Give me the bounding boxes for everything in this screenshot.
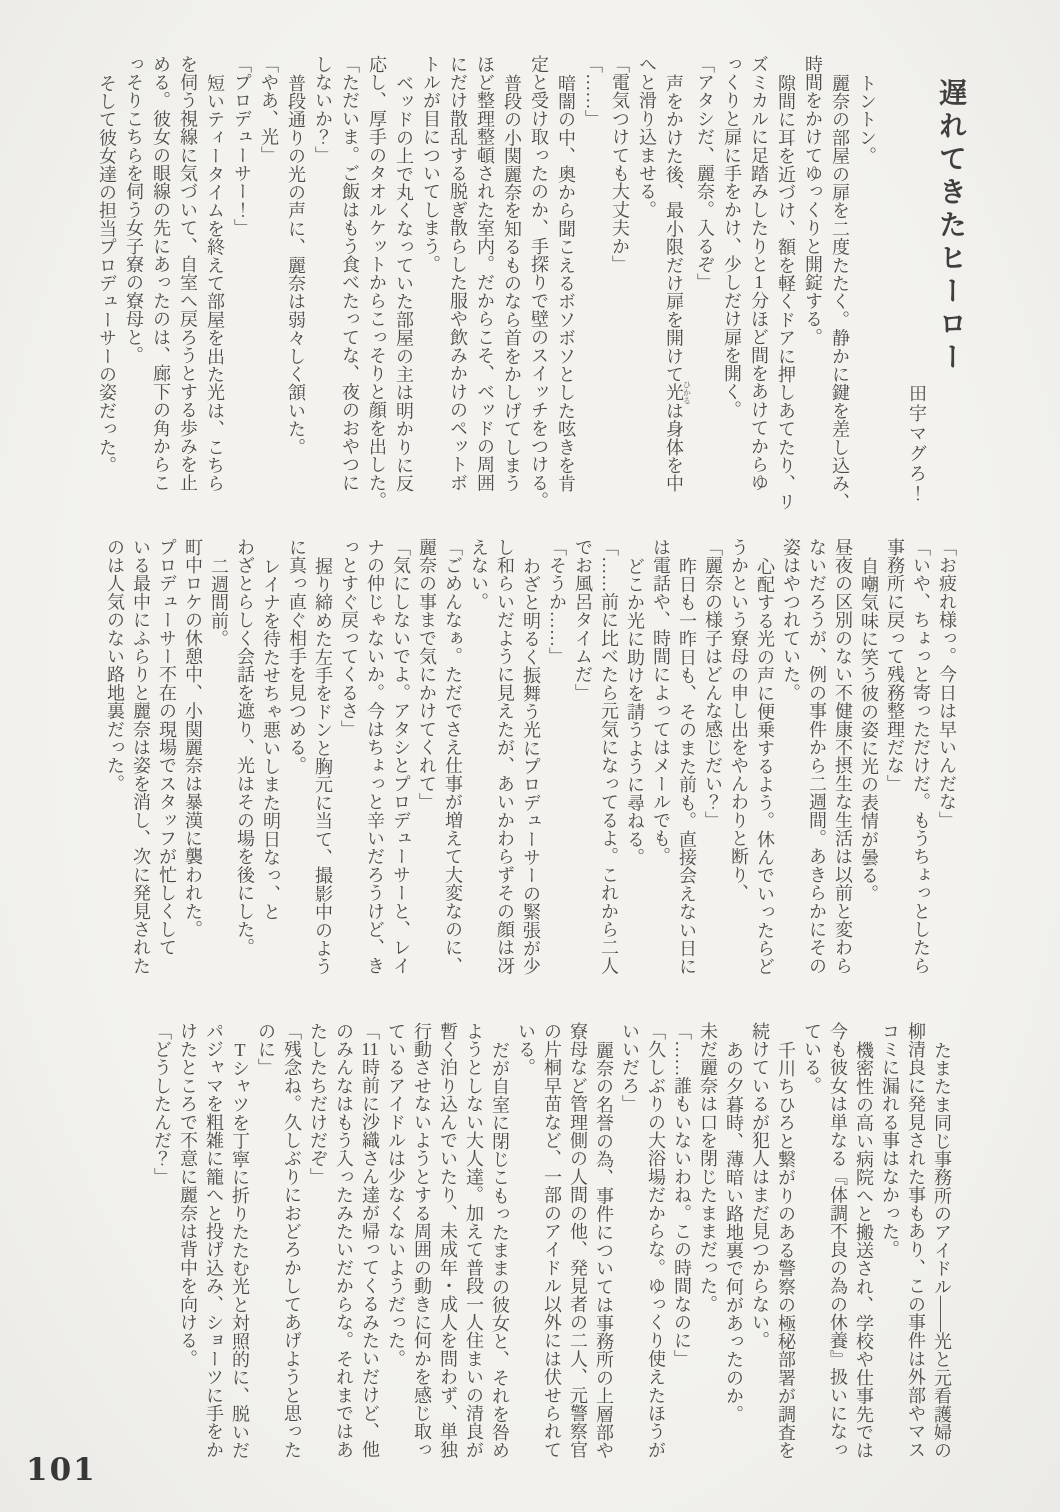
text-line: プロデューサー不在の現場でスタッフが忙しくして	[157, 538, 177, 957]
text-line: の片桐早苗など、一部のアイドル以外には伏せられて	[542, 1022, 562, 1459]
text-line: レイナを待たせちゃ悪いしまた明日なっ、と	[261, 557, 281, 921]
text-line: 昨日も一昨日も、そのまた前も。直接会えない日に	[677, 557, 697, 976]
text-line: 短いティータイムを終えて部屋を出た光は、こちら	[205, 74, 225, 493]
page-number: 101	[26, 1452, 97, 1488]
text-line: し和らいだように見えたが、あいかわらずその顔は冴	[495, 538, 515, 975]
text-line: へと滑り込ませる。	[637, 55, 657, 219]
text-line: 千川ちひろと繋がりのある警察の極秘部署が調査を	[776, 1041, 796, 1460]
text-line: のに」	[256, 1022, 276, 1077]
text-line: えない。	[469, 538, 489, 611]
text-line: のみんなはもう入ったみたいだからな。それまではあ	[334, 1022, 354, 1459]
text-line: 「11時前に沙織さん達が帰ってくるみたいだけど、他	[360, 1022, 380, 1459]
text-line: 二週間前。	[209, 557, 229, 648]
text-line: 寮母など管理側の人間の他、発見者の二人、元警察官	[568, 1022, 588, 1459]
text-line: 「……」	[583, 55, 603, 128]
text-line: いる。	[516, 1022, 536, 1077]
text-line: Tシャツを丁寧に折りたたむ光と対照的に、脱いだ	[230, 1041, 250, 1460]
text-line: 未だ麗奈は口を閉じたままだった。	[698, 1022, 718, 1314]
text-line: でお風呂タイムだ」	[573, 538, 593, 702]
text-line: ほど整理整頓された室内。だからこそ、ベッドの周囲	[475, 55, 495, 492]
text-line: ナの仲じゃないか。今はちょっと辛いだろうけど、き	[365, 538, 385, 975]
text-line: ズミカルに足踏みしたりと1分ほど間をあけてからゆ	[749, 55, 769, 492]
text-line: ている。	[802, 1022, 822, 1095]
text-line: 隙間に耳を近づけ、額を軽くドアに押しあてたり、リ	[776, 74, 796, 511]
text-line: ベッドの上で丸くなっていた部屋の主は明かりに反	[394, 74, 414, 493]
text-line: わざとらしく会話を遮り、光はその場を後にした。	[235, 538, 255, 957]
text-line: は電話や、時間によってはメールでも。	[651, 538, 671, 866]
text-line: 続けているが犯人はまだ見つからない。	[750, 1022, 770, 1350]
text-line: 「……誰もいないわね。この時間なのに」	[672, 1022, 692, 1368]
text-line: トントン。	[857, 74, 877, 165]
text-line: 定と受け取ったのか、手探りで壁のスイッチをつける。	[529, 55, 549, 510]
text-line: のは人気のない路地裏だった。	[105, 538, 125, 793]
text-line: める。彼女の眼線の先にあったのは、廊下の角からこ	[151, 55, 171, 492]
text-line: 機密性の高い病院へと搬送され、学校や仕事先では	[854, 1041, 874, 1460]
text-line: 事務所に戻って残務整理だな」	[885, 538, 905, 793]
text-line: 「ただいま。ご飯はもう食べたってな、夜のおやつに	[340, 55, 360, 492]
text-line: 行動させないようとする周囲の動きに何かを感じ取っ	[412, 1022, 432, 1459]
text-line: 普段通りの光の声に、麗奈は弱々しく頷いた。	[286, 74, 306, 457]
text-line: 昼夜の区別のない不健康不摂生な生活は以前と変わら	[833, 538, 853, 975]
text-line: 麗奈の事まで気にかけてくれて」	[417, 538, 437, 811]
text-line: だが自室に閉じこもったままの彼女と、それを咎め	[490, 1041, 510, 1460]
text-line: 今も彼女は単なる『体調不良の為の休養』扱いになっ	[828, 1022, 848, 1459]
text-line: うかという寮母の申し出をやんわりと断り、	[729, 538, 749, 902]
text-block-2	[102, 538, 960, 1003]
text-line: 「気にしないでよ。アタシとプロデューサーと、レイ	[391, 538, 411, 975]
text-line: 「残念ね。久しぶりにおどろかしてあげようと思った	[282, 1022, 302, 1459]
text-line: たまたま同じ事務所のアイドル――光と元看護婦の	[932, 1041, 952, 1460]
text-line: 暗闇の中、奥から聞こえるボソボソとした呟きを肯	[556, 74, 576, 493]
text-line: いいだろ」	[620, 1022, 640, 1113]
story-title: 遅れてきたヒーロー	[935, 78, 966, 375]
text-line: わざと明るく振舞う光にプロデューサーの緊張が少	[521, 557, 541, 976]
author-name: 田宇マグろ！	[907, 384, 927, 504]
text-line: っとすぐ戻ってくるさ」	[339, 538, 359, 739]
text-line: 町中ロケの休憩中、小関麗奈は暴漢に襲われた。	[183, 538, 203, 939]
text-line: ようとしない大人達。加えて普段一人住まいの清良が	[464, 1022, 484, 1459]
text-line: 「久しぶりの大浴場だからな。ゆっくり使えたほうが	[646, 1022, 666, 1459]
text-block-1	[93, 55, 880, 520]
text-line: 普段の小関麗奈を知るものなら首をかしげてしまう	[502, 74, 522, 493]
text-line: しないか？」	[313, 55, 333, 165]
text-line: 「麗奈の様子はどんな感じだい？」	[703, 538, 723, 830]
text-line: 応し、厚手のタオルケットからこっそりと顔を出した。	[367, 55, 387, 510]
text-line: ているアイドルは少なくないようだった。	[386, 1022, 406, 1368]
text-line: そして彼女達の担当プロデューサーの姿だった。	[97, 74, 117, 475]
text-line: 「……前に比べたら元気になってるよ。これから二人	[599, 538, 619, 975]
text-line: 「お疲れ様っ。今日は早いんだな」	[937, 538, 957, 830]
text-line: 握り締めた左手をドンと胸元に当て、撮影中のよう	[313, 557, 333, 976]
text-line: 麗奈の名誉の為、事件については事務所の上層部や	[594, 1041, 614, 1460]
text-line: 「アタシだ、麗奈。入るぞ」	[695, 55, 715, 292]
text-line: 「やあ、光」	[259, 55, 279, 165]
text-line: 「いや、ちょっと寄っただけだ。もうちょっとしたら	[911, 538, 931, 975]
text-line: けたところで不意に麗奈は背中を向ける。	[178, 1022, 198, 1368]
text-line: 「どうしたんだ？」	[152, 1022, 172, 1186]
text-line: 姿はやつれていた。	[781, 538, 801, 702]
text-line: に真っ直ぐ相手を見つめる。	[287, 538, 307, 775]
text-line: コミに漏れる事はなかった。	[880, 1022, 900, 1259]
text-line: 「電気つけても大丈夫か」	[610, 55, 630, 274]
text-line: ないだろうが、例の事件から二週間。あきらかにその	[807, 538, 827, 975]
text-line: 「そうか……」	[547, 538, 567, 666]
text-line: 自嘲気味に笑う彼の姿に光の表情が曇る。	[859, 557, 879, 903]
text-line: を伺う視線に気づいて、自室へ戻ろうとする歩みを止	[178, 55, 198, 492]
text-line: にだけ散乱する脱ぎ散らした服や飲みかけのペットボ	[448, 55, 468, 492]
text-line: パジャマを粗雑に籠へと投げ込み、ショーツに手をか	[204, 1022, 224, 1459]
text-line: トルが目についてしまう。	[421, 55, 441, 274]
text-block-3	[149, 1022, 955, 1492]
text-line: 麗奈の部屋の扉を二度たたく。静かに鍵を差し込み、	[830, 74, 850, 511]
text-line: どこか光に助けを請うように尋ねる。	[625, 557, 645, 867]
text-line: っくりと扉に手をかけ、少しだけ扉を開く。	[722, 55, 742, 419]
text-line: 「プロデューサー！」	[232, 55, 252, 237]
text-line: 「ごめんなぁ。ただでさえ仕事が増えて大変なのに、	[443, 538, 463, 975]
text-line: 声をかけた後、最小限だけ扉を開けて光ひかるは身体を中	[664, 74, 692, 493]
text-line: っそりこちらを伺う女子寮の寮母と。	[124, 55, 144, 365]
text-line: いる最中にふらりと麗奈は姿を消し、次に発見された	[131, 538, 151, 975]
text-line: 柳清良に発見された事もあり、この事件は外部やマス	[906, 1022, 926, 1459]
text-line: 心配する光の声に便乗するよう。休んでいったらど	[755, 557, 775, 976]
text-line: 暫く泊り込んでいたり、未成年・成人を問わず、単独	[438, 1022, 458, 1459]
text-line: 時間をかけてゆっくりと開錠する。	[803, 55, 823, 347]
text-line: たしたちだけだぞ」	[308, 1022, 328, 1186]
text-line: あの夕暮時、薄暗い路地裏で何があったのか。	[724, 1041, 744, 1424]
